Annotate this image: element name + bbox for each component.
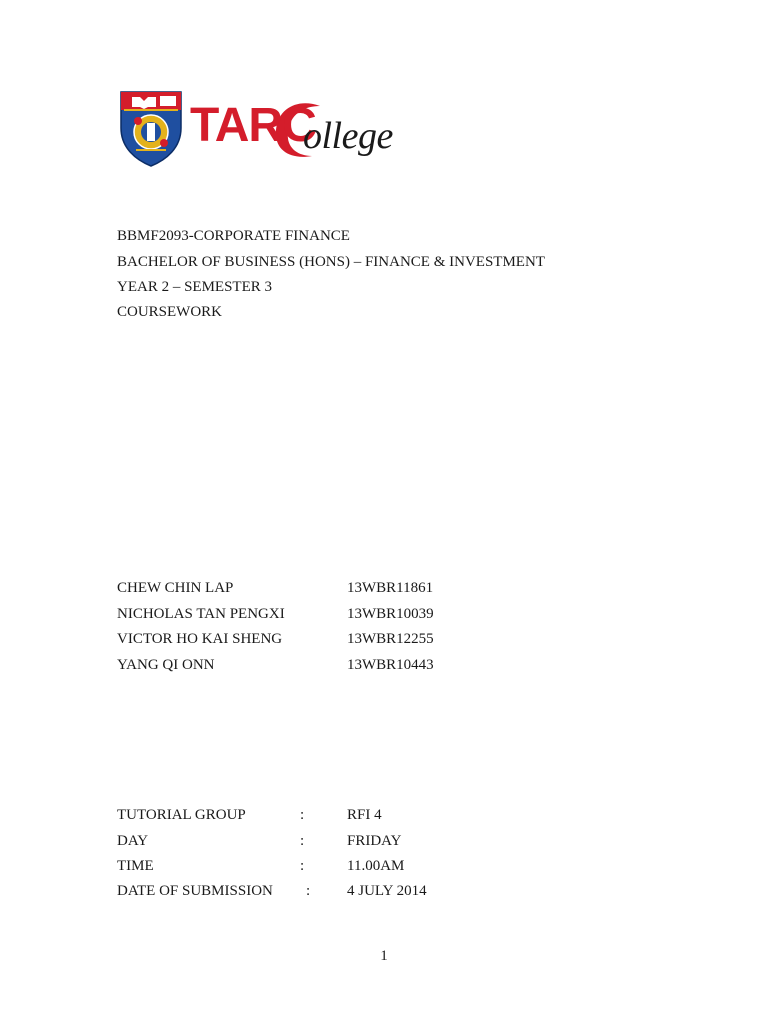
member-name: CHEW CHIN LAP [117,580,234,596]
detail-label: DATE OF SUBMISSION [117,883,273,899]
member-name: VICTOR HO KAI SHENG [117,631,283,647]
member-id: 13WBR10039 [347,606,434,622]
detail-separator: : [306,883,311,899]
course-code-title: BBMF2093-CORPORATE FINANCE [117,228,350,244]
detail-label: DAY [117,833,149,849]
page-number: 1 [380,948,388,964]
detail-separator: : [300,807,305,823]
college-wordmark [190,94,420,164]
detail-separator: : [300,833,305,849]
member-name: NICHOLAS TAN PENGXI [117,606,285,622]
member-name: YANG QI ONN [117,657,215,673]
college-crest-icon [118,88,184,168]
detail-label: TIME [117,858,154,874]
member-id: 13WBR10443 [347,657,434,673]
detail-value: FRIDAY [347,833,402,849]
member-id: 13WBR12255 [347,631,434,647]
programme-name: BACHELOR OF BUSINESS (HONS) – FINANCE & INVESTMENT [117,254,545,270]
brand-college-text: ollege [303,115,393,157]
assessment-type: COURSEWORK [117,304,223,320]
member-id: 13WBR11861 [347,580,434,596]
detail-value: 11.00AM [347,858,405,874]
year-semester: YEAR 2 – SEMESTER 3 [117,279,273,295]
detail-separator: : [300,858,305,874]
detail-value: RFI 4 [347,807,382,823]
detail-value: 4 JULY 2014 [347,883,427,899]
brand-tarc-text: TARC [190,99,316,152]
detail-label: TUTORIAL GROUP [117,807,246,823]
college-logo [118,88,418,170]
